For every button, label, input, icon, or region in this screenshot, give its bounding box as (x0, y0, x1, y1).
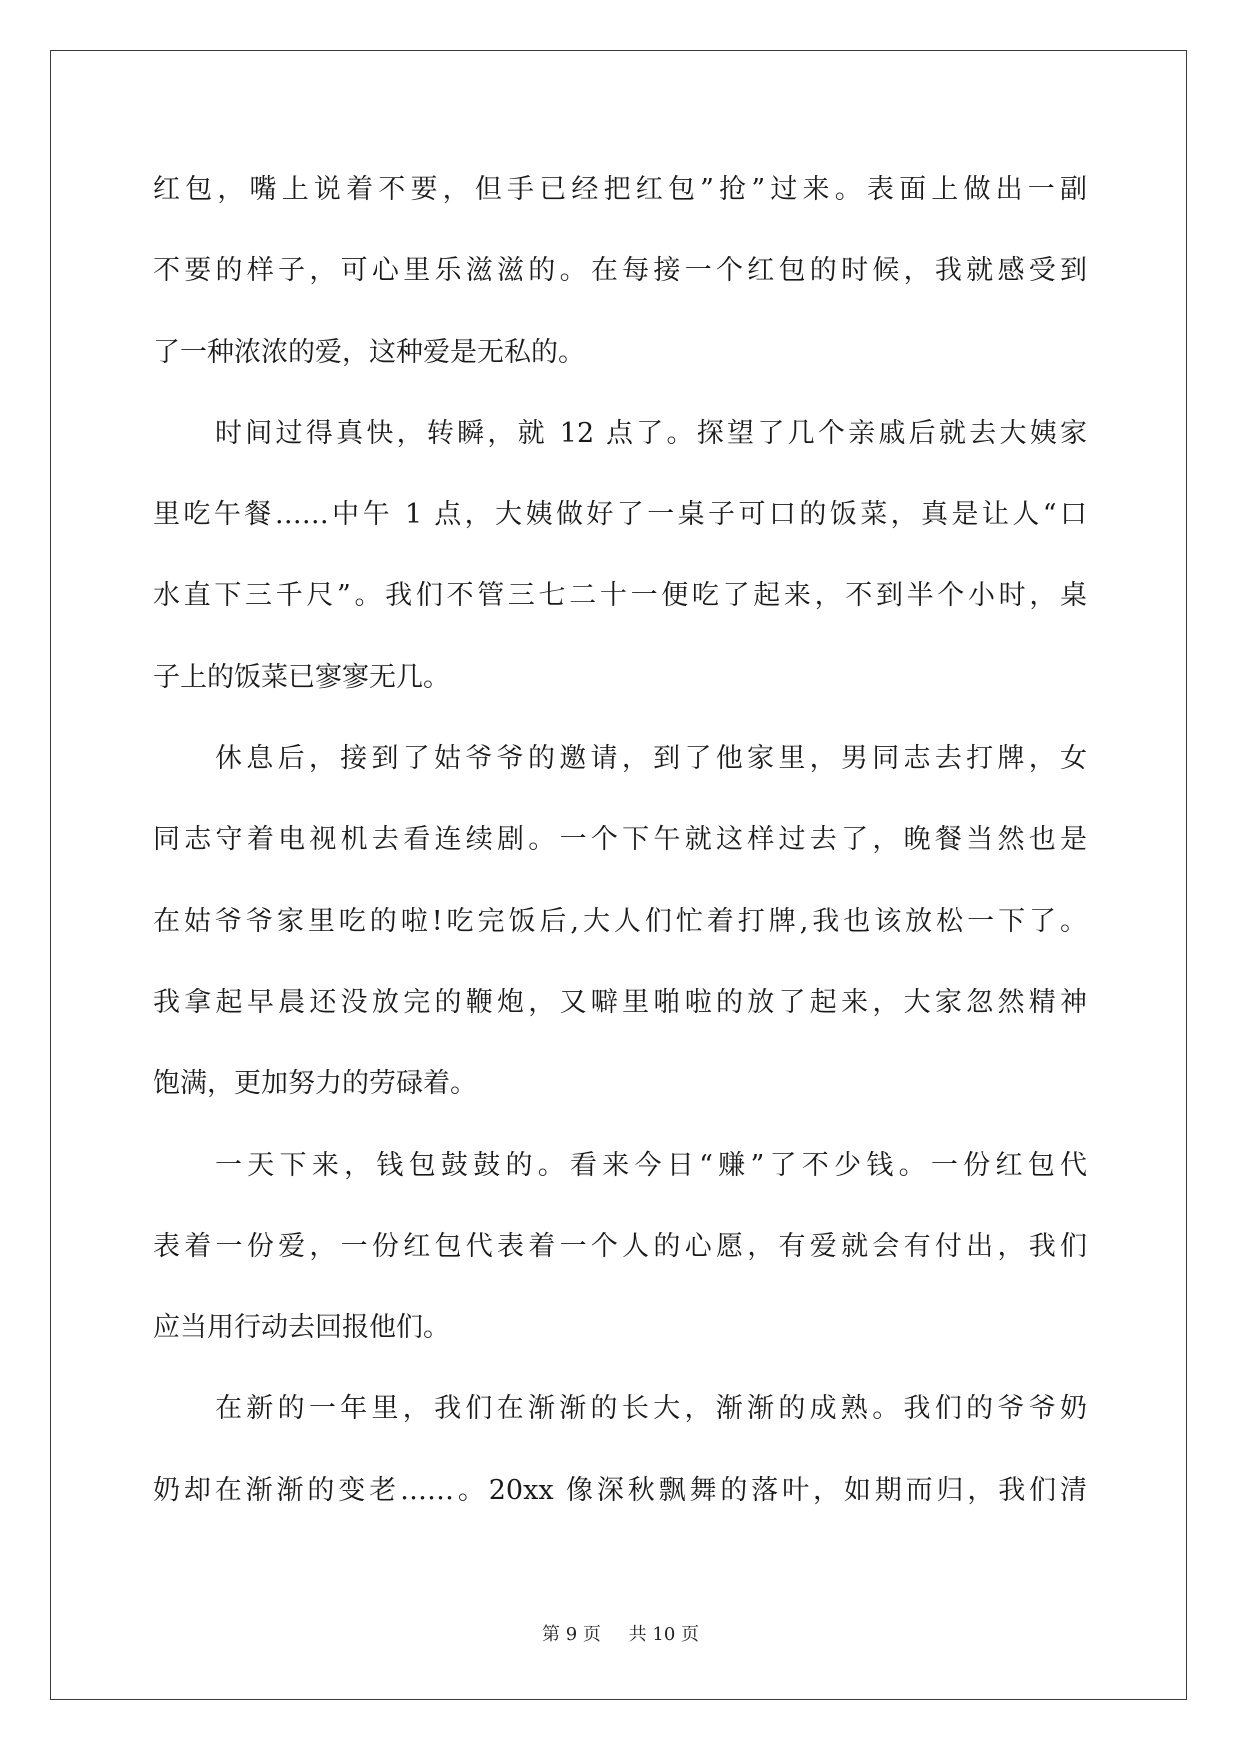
text-line: 饱满，更加努力的劳碌着。 (153, 1068, 477, 1100)
paragraph (153, 1368, 1087, 1531)
text-line: 应当用行动去回报他们。 (153, 1312, 450, 1344)
text-line: 同志守着电视机去看连续剧。一个下午就这样过去了，晚餐当然也是 (153, 824, 1087, 856)
text-line: 在新的一年里，我们在渐渐的长大，渐渐的成熟。我们的爷爷奶 (215, 1393, 1087, 1425)
paragraph (153, 718, 1087, 1124)
text-line: 奶却在渐渐的变老……。20xx 像深秋飘舞的落叶，如期而归，我们清 (153, 1474, 1087, 1506)
text-line: 红包，嘴上说着不要，但手已经把红包”抢”过来。表面上做出一副 (153, 174, 1087, 205)
page-number-total: 共 10 页 (628, 1624, 699, 1645)
page-number-current: 第 9 页 (542, 1624, 601, 1645)
page-footer (0, 1623, 1241, 1647)
paragraph (153, 393, 1087, 718)
text-line: 时间过得真快，转瞬，就 12 点了。探望了几个亲戚后就去大姨家 (215, 417, 1087, 449)
text-line: 了一种浓浓的爱，这种爱是无私的。 (153, 336, 585, 368)
text-line: 表着一份爱，一份红包代表着一个人的心愿，有爱就会有付出，我们 (153, 1230, 1087, 1262)
text-line: 不要的样子，可心里乐滋滋的。在每接一个红包的时候，我就感受到 (153, 255, 1087, 287)
text-line: 水直下三千尺”。我们不管三七二十一便吃了起来，不到半个小时，桌 (153, 580, 1087, 612)
text-line: 里吃午餐……中午 1 点，大姨做好了一桌子可口的饭菜，真是让人“口 (153, 499, 1087, 531)
text-line: 子上的饭菜已寥寥无几。 (153, 661, 450, 693)
text-line: 休息后，接到了姑爷爷的邀请，到了他家里，男同志去打牌，女 (215, 743, 1087, 775)
text-line: 在姑爷爷家里吃的啦!吃完饭后,大人们忙着打牌,我也该放松一下了。 (153, 905, 1087, 937)
text-line: 我拿起早晨还没放完的鞭炮，又噼里啪啦的放了起来，大家忽然精神 (153, 986, 1087, 1018)
paragraph (153, 1125, 1087, 1369)
document-body (153, 149, 1087, 1531)
paragraph (153, 149, 1087, 393)
text-line: 一天下来，钱包鼓鼓的。看来今日“赚”了不少钱。一份红包代 (215, 1149, 1087, 1181)
